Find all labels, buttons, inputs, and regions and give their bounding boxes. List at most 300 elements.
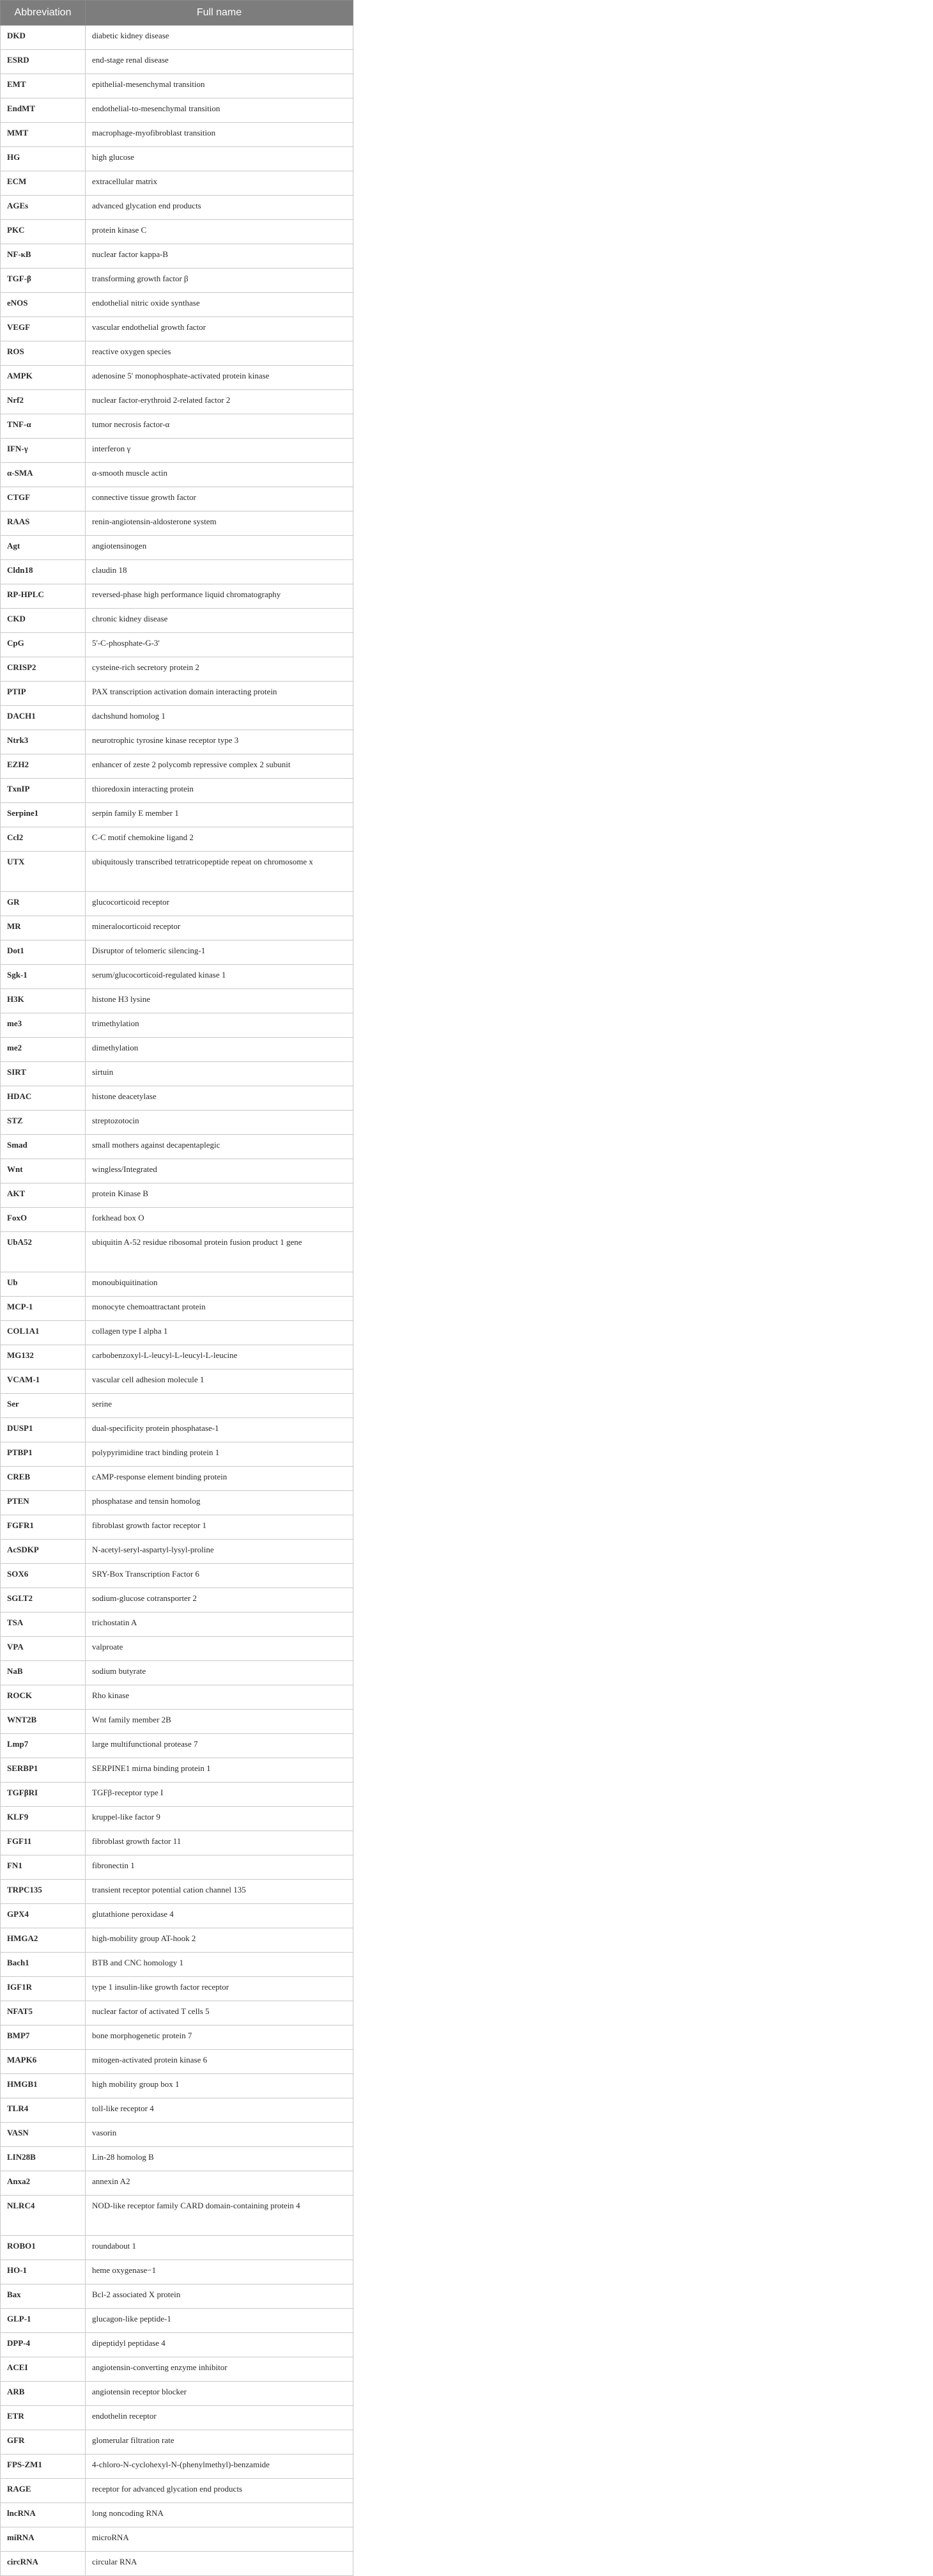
full-name-cell: enhancer of zeste 2 polycomb repressive complex 2 subunit bbox=[86, 754, 353, 779]
abbreviation-cell: FPS-ZM1 bbox=[1, 2455, 86, 2479]
table-row bbox=[1, 916, 353, 941]
table-row bbox=[1, 1135, 353, 1159]
abbreviation-cell: circRNA bbox=[1, 2552, 86, 2576]
full-name-cell: endothelial nitric oxide synthase bbox=[86, 293, 353, 317]
abbreviation-cell: MCP-1 bbox=[1, 1297, 86, 1321]
table-row bbox=[1, 1880, 353, 1904]
full-name-cell: angiotensin receptor blocker bbox=[86, 2382, 353, 2406]
full-name-cell: SRY-Box Transcription Factor 6 bbox=[86, 1564, 353, 1588]
full-name-cell: ubiquitin A-52 residue ribosomal protein fusion product 1 gene bbox=[86, 1232, 353, 1272]
full-name-cell: heme oxygenase−1 bbox=[86, 2260, 353, 2284]
full-name-cell: long noncoding RNA bbox=[86, 2503, 353, 2527]
full-name-cell: nuclear factor kappa-B bbox=[86, 244, 353, 269]
table-row bbox=[1, 1062, 353, 1086]
full-name-cell: fibronectin 1 bbox=[86, 1855, 353, 1880]
full-name-cell: tumor necrosis factor-α bbox=[86, 414, 353, 439]
table-row bbox=[1, 536, 353, 560]
abbreviation-cell: CKD bbox=[1, 609, 86, 633]
table-row bbox=[1, 730, 353, 754]
abbreviation-cell: HG bbox=[1, 147, 86, 171]
full-name-cell: BTB and CNC homology 1 bbox=[86, 1953, 353, 1977]
table-row bbox=[1, 965, 353, 989]
abbreviation-cell: NLRC4 bbox=[1, 2196, 86, 2236]
abbreviation-cell: α-SMA bbox=[1, 463, 86, 487]
abbreviation-cell: Dot1 bbox=[1, 941, 86, 965]
abbreviation-cell: H3K bbox=[1, 989, 86, 1013]
table-row bbox=[1, 1491, 353, 1515]
abbreviation-cell: GFR bbox=[1, 2430, 86, 2455]
table-row bbox=[1, 50, 353, 74]
abbreviation-cell: MR bbox=[1, 916, 86, 941]
abbreviation-cell: ROCK bbox=[1, 1685, 86, 1710]
table-row bbox=[1, 1208, 353, 1232]
abbreviation-cell: VEGF bbox=[1, 317, 86, 341]
full-name-cell: valproate bbox=[86, 1637, 353, 1661]
full-name-cell: α-smooth muscle actin bbox=[86, 463, 353, 487]
full-name-cell: dual-specificity protein phosphatase-1 bbox=[86, 1418, 353, 1442]
abbreviation-cell: DPP-4 bbox=[1, 2333, 86, 2357]
full-name-cell: protein Kinase B bbox=[86, 1183, 353, 1208]
table-row bbox=[1, 1953, 353, 1977]
table-row bbox=[1, 706, 353, 730]
full-name-cell: angiotensinogen bbox=[86, 536, 353, 560]
table-row bbox=[1, 779, 353, 803]
table-row bbox=[1, 1345, 353, 1370]
abbreviation-cell: Ccl2 bbox=[1, 827, 86, 852]
full-name-cell: vasorin bbox=[86, 2123, 353, 2147]
full-name-cell: end-stage renal disease bbox=[86, 50, 353, 74]
abbreviation-cell: ROS bbox=[1, 341, 86, 366]
table-row bbox=[1, 2455, 353, 2479]
table-row bbox=[1, 1467, 353, 1491]
table-row bbox=[1, 244, 353, 269]
table-row bbox=[1, 892, 353, 916]
full-name-cell: sodium-glucose cotransporter 2 bbox=[86, 1588, 353, 1612]
table-row bbox=[1, 317, 353, 341]
table-row bbox=[1, 852, 353, 892]
abbreviation-cell: FoxO bbox=[1, 1208, 86, 1232]
abbreviation-cell: HDAC bbox=[1, 1086, 86, 1111]
table-row bbox=[1, 1394, 353, 1418]
full-name-cell: Bcl-2 associated X protein bbox=[86, 2284, 353, 2309]
table-row bbox=[1, 1710, 353, 1734]
abbreviation-cell: Ntrk3 bbox=[1, 730, 86, 754]
abbreviation-cell: AKT bbox=[1, 1183, 86, 1208]
abbreviation-cell: COL1A1 bbox=[1, 1321, 86, 1345]
abbreviation-cell: HMGA2 bbox=[1, 1928, 86, 1953]
abbreviation-cell: AMPK bbox=[1, 366, 86, 390]
full-name-cell: thioredoxin interacting protein bbox=[86, 779, 353, 803]
full-name-cell: cAMP-response element binding protein bbox=[86, 1467, 353, 1491]
abbreviation-cell: FN1 bbox=[1, 1855, 86, 1880]
full-name-cell: mitogen-activated protein kinase 6 bbox=[86, 2050, 353, 2074]
full-name-cell: kruppel-like factor 9 bbox=[86, 1807, 353, 1831]
full-name-cell: sodium butyrate bbox=[86, 1661, 353, 1685]
full-name-cell: high-mobility group AT-hook 2 bbox=[86, 1928, 353, 1953]
table-row bbox=[1, 682, 353, 706]
full-name-cell: dachshund homolog 1 bbox=[86, 706, 353, 730]
full-name-cell: SERPINE1 mirna binding protein 1 bbox=[86, 1758, 353, 1783]
table-row bbox=[1, 1297, 353, 1321]
abbreviation-cell: LIN28B bbox=[1, 2147, 86, 2171]
table-row bbox=[1, 1564, 353, 1588]
abbreviation-cell: NF-κB bbox=[1, 244, 86, 269]
table-row bbox=[1, 1904, 353, 1928]
abbreviation-cell: STZ bbox=[1, 1111, 86, 1135]
table-row bbox=[1, 487, 353, 511]
full-name-cell: high mobility group box 1 bbox=[86, 2074, 353, 2098]
table-row bbox=[1, 2026, 353, 2050]
table-row bbox=[1, 609, 353, 633]
full-name-cell: circular RNA bbox=[86, 2552, 353, 2576]
abbreviation-cell: lncRNA bbox=[1, 2503, 86, 2527]
table-row bbox=[1, 1515, 353, 1540]
full-name-cell: cysteine-rich secretory protein 2 bbox=[86, 657, 353, 682]
full-name-cell: serpin family E member 1 bbox=[86, 803, 353, 827]
abbreviation-cell: Smad bbox=[1, 1135, 86, 1159]
full-name-cell: Wnt family member 2B bbox=[86, 1710, 353, 1734]
abbreviation-cell: ESRD bbox=[1, 50, 86, 74]
table-row bbox=[1, 26, 353, 50]
full-name-cell: vascular cell adhesion molecule 1 bbox=[86, 1370, 353, 1394]
table-row bbox=[1, 803, 353, 827]
full-name-cell: renin-angiotensin-aldosterone system bbox=[86, 511, 353, 536]
abbreviation-cell: PTEN bbox=[1, 1491, 86, 1515]
full-name-cell: interferon γ bbox=[86, 439, 353, 463]
full-name-cell: trimethylation bbox=[86, 1013, 353, 1038]
table-row bbox=[1, 1370, 353, 1394]
table-row bbox=[1, 2357, 353, 2382]
table-row bbox=[1, 2430, 353, 2455]
full-name-cell: reactive oxygen species bbox=[86, 341, 353, 366]
abbreviation-cell: CRISP2 bbox=[1, 657, 86, 682]
abbreviation-cell: TNF-α bbox=[1, 414, 86, 439]
table-row bbox=[1, 2284, 353, 2309]
abbreviation-cell: Sgk-1 bbox=[1, 965, 86, 989]
full-name-cell: bone morphogenetic protein 7 bbox=[86, 2026, 353, 2050]
abbreviation-cell: Bax bbox=[1, 2284, 86, 2309]
full-name-cell: large multifunctional protease 7 bbox=[86, 1734, 353, 1758]
full-name-cell: endothelin receptor bbox=[86, 2406, 353, 2430]
table-row bbox=[1, 1734, 353, 1758]
full-name-cell: receptor for advanced glycation end products bbox=[86, 2479, 353, 2503]
abbreviation-cell: UbA52 bbox=[1, 1232, 86, 1272]
full-name-cell: dipeptidyl peptidase 4 bbox=[86, 2333, 353, 2357]
abbreviation-cell: EndMT bbox=[1, 98, 86, 123]
abbreviation-cell: Bach1 bbox=[1, 1953, 86, 1977]
table-row bbox=[1, 293, 353, 317]
abbreviation-cell: BMP7 bbox=[1, 2026, 86, 2050]
abbreviation-cell: MMT bbox=[1, 123, 86, 147]
table-row bbox=[1, 1612, 353, 1637]
abbreviation-cell: RAAS bbox=[1, 511, 86, 536]
abbreviation-cell: RAGE bbox=[1, 2479, 86, 2503]
abbreviation-cell: SGLT2 bbox=[1, 1588, 86, 1612]
full-name-cell: Lin-28 homolog B bbox=[86, 2147, 353, 2171]
full-name-cell: glomerular filtration rate bbox=[86, 2430, 353, 2455]
table-row bbox=[1, 1038, 353, 1062]
full-name-cell: phosphatase and tensin homolog bbox=[86, 1491, 353, 1515]
abbreviation-cell: Anxa2 bbox=[1, 2171, 86, 2196]
abbreviation-cell: NFAT5 bbox=[1, 2001, 86, 2026]
abbreviation-cell: TLR4 bbox=[1, 2098, 86, 2123]
abbreviation-cell: PKC bbox=[1, 220, 86, 244]
abbreviation-cell: UTX bbox=[1, 852, 86, 892]
table-row bbox=[1, 1183, 353, 1208]
table-row bbox=[1, 2098, 353, 2123]
abbreviation-cell: CpG bbox=[1, 633, 86, 657]
full-name-cell: advanced glycation end products bbox=[86, 196, 353, 220]
abbreviation-cell: TRPC135 bbox=[1, 1880, 86, 1904]
header-abbreviation: Abbreviation bbox=[1, 1, 86, 26]
full-name-cell: epithelial-mesenchymal transition bbox=[86, 74, 353, 98]
abbreviation-cell: VPA bbox=[1, 1637, 86, 1661]
table-row bbox=[1, 754, 353, 779]
table-row bbox=[1, 2527, 353, 2552]
table-row bbox=[1, 123, 353, 147]
table-row bbox=[1, 1807, 353, 1831]
abbreviation-cell: EZH2 bbox=[1, 754, 86, 779]
table-header-row bbox=[1, 1, 353, 26]
full-name-cell: Disruptor of telomeric silencing-1 bbox=[86, 941, 353, 965]
full-name-cell: carbobenzoxyl-L-leucyl-L-leucyl-L-leucine bbox=[86, 1345, 353, 1370]
abbreviation-cell: FGF11 bbox=[1, 1831, 86, 1855]
table-body bbox=[1, 26, 353, 2576]
table-row bbox=[1, 827, 353, 852]
full-name-cell: monocyte chemoattractant protein bbox=[86, 1297, 353, 1321]
table-row bbox=[1, 269, 353, 293]
full-name-cell: monoubiquitination bbox=[86, 1272, 353, 1297]
abbreviation-cell: RP-HPLC bbox=[1, 584, 86, 609]
full-name-cell: chronic kidney disease bbox=[86, 609, 353, 633]
full-name-cell: 5'-C-phosphate-G-3' bbox=[86, 633, 353, 657]
table-row bbox=[1, 390, 353, 414]
full-name-cell: vascular endothelial growth factor bbox=[86, 317, 353, 341]
full-name-cell: protein kinase C bbox=[86, 220, 353, 244]
abbreviation-cell: FGFR1 bbox=[1, 1515, 86, 1540]
abbreviation-cell: ROBO1 bbox=[1, 2236, 86, 2260]
full-name-cell: roundabout 1 bbox=[86, 2236, 353, 2260]
table-row bbox=[1, 2050, 353, 2074]
abbreviation-cell: PTIP bbox=[1, 682, 86, 706]
full-name-cell: toll-like receptor 4 bbox=[86, 2098, 353, 2123]
full-name-cell: histone deacetylase bbox=[86, 1086, 353, 1111]
table-row bbox=[1, 2074, 353, 2098]
abbreviation-cell: ACEI bbox=[1, 2357, 86, 2382]
full-name-cell: wingless/Integrated bbox=[86, 1159, 353, 1183]
abbreviation-cell: Ub bbox=[1, 1272, 86, 1297]
table-row bbox=[1, 2123, 353, 2147]
table-row bbox=[1, 511, 353, 536]
full-name-cell: C-C motif chemokine ligand 2 bbox=[86, 827, 353, 852]
table-row bbox=[1, 414, 353, 439]
table-row bbox=[1, 2260, 353, 2284]
abbreviation-cell: KLF9 bbox=[1, 1807, 86, 1831]
table-row bbox=[1, 1442, 353, 1467]
table-row bbox=[1, 2552, 353, 2576]
table-row bbox=[1, 1418, 353, 1442]
table-row bbox=[1, 1111, 353, 1135]
full-name-cell: histone H3 lysine bbox=[86, 989, 353, 1013]
abbreviation-cell: Ser bbox=[1, 1394, 86, 1418]
full-name-cell: polypyrimidine tract binding protein 1 bbox=[86, 1442, 353, 1467]
abbreviation-cell: IFN-γ bbox=[1, 439, 86, 463]
full-name-cell: glutathione peroxidase 4 bbox=[86, 1904, 353, 1928]
full-name-cell: dimethylation bbox=[86, 1038, 353, 1062]
abbreviation-cell: Agt bbox=[1, 536, 86, 560]
table-row bbox=[1, 1321, 353, 1345]
abbreviation-cell: me3 bbox=[1, 1013, 86, 1038]
abbreviation-cell: TGF-β bbox=[1, 269, 86, 293]
abbreviation-table bbox=[0, 0, 353, 2576]
full-name-cell: claudin 18 bbox=[86, 560, 353, 584]
full-name-cell: transient receptor potential cation channel 135 bbox=[86, 1880, 353, 1904]
abbreviation-cell: eNOS bbox=[1, 293, 86, 317]
table-row bbox=[1, 74, 353, 98]
full-name-cell: reversed-phase high performance liquid chromatography bbox=[86, 584, 353, 609]
full-name-cell: serine bbox=[86, 1394, 353, 1418]
full-name-cell: small mothers against decapentaplegic bbox=[86, 1135, 353, 1159]
table-row bbox=[1, 2196, 353, 2236]
table-row bbox=[1, 341, 353, 366]
table-row bbox=[1, 2309, 353, 2333]
table-row bbox=[1, 1831, 353, 1855]
table-row bbox=[1, 1272, 353, 1297]
abbreviation-cell: AcSDKP bbox=[1, 1540, 86, 1564]
full-name-cell: PAX transcription activation domain interacting protein bbox=[86, 682, 353, 706]
table-row bbox=[1, 2171, 353, 2196]
table-row bbox=[1, 1637, 353, 1661]
abbreviation-cell: Lmp7 bbox=[1, 1734, 86, 1758]
table-row bbox=[1, 1758, 353, 1783]
table-row bbox=[1, 1232, 353, 1272]
table-row bbox=[1, 1540, 353, 1564]
table-row bbox=[1, 2001, 353, 2026]
abbreviation-cell: CTGF bbox=[1, 487, 86, 511]
abbreviation-cell: HMGB1 bbox=[1, 2074, 86, 2098]
full-name-cell: sirtuin bbox=[86, 1062, 353, 1086]
abbreviation-cell: GLP-1 bbox=[1, 2309, 86, 2333]
abbreviation-cell: IGF1R bbox=[1, 1977, 86, 2001]
full-name-cell: type 1 insulin-like growth factor receptor bbox=[86, 1977, 353, 2001]
table-row bbox=[1, 2236, 353, 2260]
full-name-cell: fibroblast growth factor receptor 1 bbox=[86, 1515, 353, 1540]
abbreviation-cell: TGFβRI bbox=[1, 1783, 86, 1807]
abbreviation-cell: TxnIP bbox=[1, 779, 86, 803]
full-name-cell: macrophage-myofibroblast transition bbox=[86, 123, 353, 147]
abbreviation-cell: NaB bbox=[1, 1661, 86, 1685]
abbreviation-cell: EMT bbox=[1, 74, 86, 98]
table-row bbox=[1, 98, 353, 123]
table-row bbox=[1, 366, 353, 390]
table-row bbox=[1, 1855, 353, 1880]
full-name-cell: adenosine 5' monophosphate-activated protein kinase bbox=[86, 366, 353, 390]
table-row bbox=[1, 196, 353, 220]
full-name-cell: angiotensin-converting enzyme inhibitor bbox=[86, 2357, 353, 2382]
abbreviation-cell: MG132 bbox=[1, 1345, 86, 1370]
table-row bbox=[1, 657, 353, 682]
table-row bbox=[1, 941, 353, 965]
abbreviation-cell: HO-1 bbox=[1, 2260, 86, 2284]
full-name-cell: annexin A2 bbox=[86, 2171, 353, 2196]
table-row bbox=[1, 171, 353, 196]
table-row bbox=[1, 147, 353, 171]
table-row bbox=[1, 633, 353, 657]
abbreviation-cell: Serpine1 bbox=[1, 803, 86, 827]
table-row bbox=[1, 1783, 353, 1807]
table-row bbox=[1, 439, 353, 463]
abbreviation-cell: VCAM-1 bbox=[1, 1370, 86, 1394]
full-name-cell: diabetic kidney disease bbox=[86, 26, 353, 50]
full-name-cell: NOD-like receptor family CARD domain-containing protein 4 bbox=[86, 2196, 353, 2236]
abbreviation-cell: SIRT bbox=[1, 1062, 86, 1086]
table-row bbox=[1, 1661, 353, 1685]
full-name-cell: serum/glucocorticoid-regulated kinase 1 bbox=[86, 965, 353, 989]
table-row bbox=[1, 560, 353, 584]
full-name-cell: transforming growth factor β bbox=[86, 269, 353, 293]
full-name-cell: mineralocorticoid receptor bbox=[86, 916, 353, 941]
abbreviation-cell: WNT2B bbox=[1, 1710, 86, 1734]
abbreviation-cell: ETR bbox=[1, 2406, 86, 2430]
abbreviation-cell: TSA bbox=[1, 1612, 86, 1637]
table-row bbox=[1, 2333, 353, 2357]
full-name-cell: forkhead box O bbox=[86, 1208, 353, 1232]
abbreviation-cell: Nrf2 bbox=[1, 390, 86, 414]
full-name-cell: TGFβ-receptor type I bbox=[86, 1783, 353, 1807]
full-name-cell: high glucose bbox=[86, 147, 353, 171]
table-row bbox=[1, 220, 353, 244]
table-row bbox=[1, 1013, 353, 1038]
full-name-cell: Rho kinase bbox=[86, 1685, 353, 1710]
table-row bbox=[1, 1086, 353, 1111]
table-row bbox=[1, 2406, 353, 2430]
full-name-cell: trichostatin A bbox=[86, 1612, 353, 1637]
abbreviation-cell: DACH1 bbox=[1, 706, 86, 730]
abbreviation-cell: VASN bbox=[1, 2123, 86, 2147]
full-name-cell: endothelial-to-mesenchymal transition bbox=[86, 98, 353, 123]
full-name-cell: ubiquitously transcribed tetratricopeptide repeat on chromosome x bbox=[86, 852, 353, 892]
abbreviation-cell: DUSP1 bbox=[1, 1418, 86, 1442]
full-name-cell: fibroblast growth factor 11 bbox=[86, 1831, 353, 1855]
full-name-cell: neurotrophic tyrosine kinase receptor type 3 bbox=[86, 730, 353, 754]
table-row bbox=[1, 989, 353, 1013]
abbreviation-cell: ARB bbox=[1, 2382, 86, 2406]
header-full-name: Full name bbox=[86, 1, 353, 26]
abbreviation-cell: SOX6 bbox=[1, 1564, 86, 1588]
table-row bbox=[1, 1685, 353, 1710]
full-name-cell: nuclear factor-erythroid 2-related factor 2 bbox=[86, 390, 353, 414]
full-name-cell: glucagon-like peptide-1 bbox=[86, 2309, 353, 2333]
full-name-cell: extracellular matrix bbox=[86, 171, 353, 196]
table-row bbox=[1, 2382, 353, 2406]
abbreviation-cell: me2 bbox=[1, 1038, 86, 1062]
full-name-cell: nuclear factor of activated T cells 5 bbox=[86, 2001, 353, 2026]
table-row bbox=[1, 463, 353, 487]
full-name-cell: connective tissue growth factor bbox=[86, 487, 353, 511]
table-row bbox=[1, 2479, 353, 2503]
table-row bbox=[1, 2503, 353, 2527]
abbreviation-cell: GR bbox=[1, 892, 86, 916]
full-name-cell: streptozotocin bbox=[86, 1111, 353, 1135]
table-row bbox=[1, 584, 353, 609]
full-name-cell: 4-chloro-N-cyclohexyl-N-(phenylmethyl)-benzamide bbox=[86, 2455, 353, 2479]
abbreviation-cell: SERBP1 bbox=[1, 1758, 86, 1783]
table-row bbox=[1, 1588, 353, 1612]
abbreviation-cell: CREB bbox=[1, 1467, 86, 1491]
abbreviation-cell: AGEs bbox=[1, 196, 86, 220]
abbreviation-cell: GPX4 bbox=[1, 1904, 86, 1928]
table-row bbox=[1, 1977, 353, 2001]
